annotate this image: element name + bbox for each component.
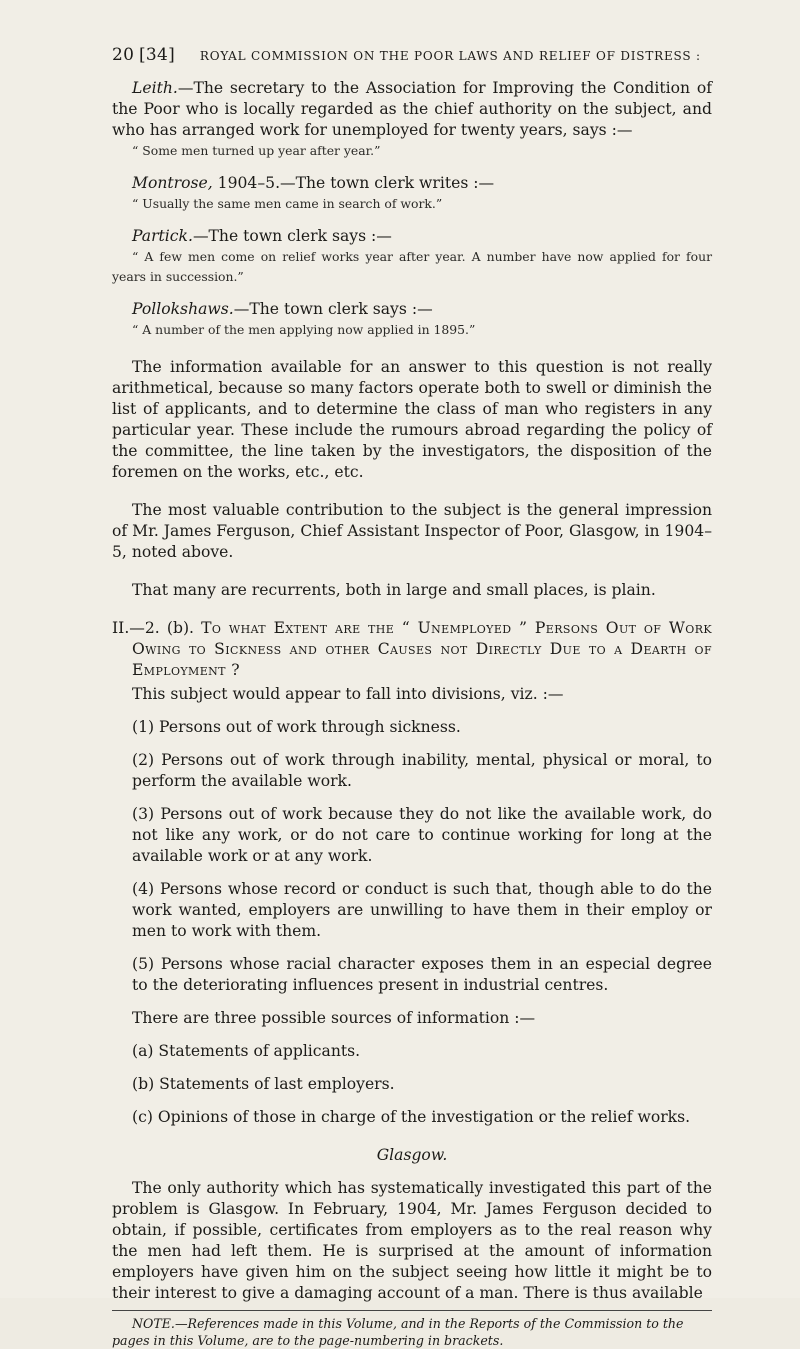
division-item: (1) Persons out of work through sickness. <box>132 718 461 736</box>
entry-text: —The town clerk says :— <box>192 227 392 245</box>
place-name: Pollokshaws. <box>132 300 234 318</box>
entry-montrose <box>112 173 712 194</box>
glasgow-heading: Glasgow. <box>376 1146 448 1164</box>
section-number: II.—2. (b). <box>112 619 194 637</box>
quote-montrose: “ Usually the same men came in search of work.” <box>132 196 443 211</box>
entry-pollokshaws <box>112 299 712 320</box>
section-title: To what Extent are the “ Unemployed ” Persons Out of Work Owing to Sickness and other Causes not Directly Due to a Dearth of Employment ? <box>132 619 713 679</box>
entry-text: —The secretary to the Association for Improving the Condition of the Poor who is locally regarded as the chief authority on the subject, and who has arranged work for unemployed for twenty years, says :— <box>112 79 712 139</box>
footnote <box>112 1315 712 1349</box>
place-name: Leith. <box>132 79 178 97</box>
paragraph-recurrents: That many are recurrents, both in large and small places, is plain. <box>132 581 656 599</box>
entry-partick <box>112 226 712 247</box>
bracket-page-number: [34] <box>139 45 176 65</box>
running-title: ROYAL COMMISSION ON THE POOR LAWS AND RELIEF OF DISTRESS : <box>199 49 701 63</box>
footnote-label: NOTE. <box>132 1316 175 1331</box>
sources-intro: There are three possible sources of information :— <box>132 1009 536 1027</box>
running-header <box>112 45 712 65</box>
section-intro: This subject would appear to fall into divisions, viz. :— <box>132 685 564 703</box>
footnote-text: —References made in this Volume, and in the Reports of the Commission to the pages in this Volume, are to the page-numbering in brackets. <box>112 1316 684 1348</box>
page-body <box>112 78 712 1349</box>
place-name: Montrose, <box>132 174 213 192</box>
section-heading <box>112 618 712 681</box>
quote-leith: “ Some men turned up year after year.” <box>132 143 381 158</box>
source-item: (a) Statements of applicants. <box>132 1042 361 1060</box>
glasgow-paragraph: The only authority which has systematically investigated this part of the problem is Glasgow. In February, 1904, Mr. James Ferguson decided to obtain, if possible, certificates from employers as to the real reason why the men had left them. He is surprised at the amount of information employers have given him on the subject seeing how little it might be to their interest to give a damaging account of a man. There is thus available <box>112 1179 712 1302</box>
place-name: Partick. <box>132 227 193 245</box>
division-item: (5) Persons whose racial character exposes them in an especial degree to the deteriorating influences present in industrial centres. <box>132 955 712 994</box>
source-item: (b) Statements of last employers. <box>132 1075 395 1093</box>
division-item: (2) Persons out of work through inability, mental, physical or moral, to perform the available work. <box>132 751 712 790</box>
source-item: (c) Opinions of those in charge of the investigation or the relief works. <box>132 1108 691 1126</box>
page-number: 20 <box>112 45 135 65</box>
entry-text: 1904–5.—The town clerk writes :— <box>212 174 495 192</box>
paragraph-information: The information available for an answer to this question is not really arithmetical, because so many factors operate both to swell or diminish the list of applicants, and to determine the class of man who registers in any particular year. These include the rumours abroad regarding the policy of the committee, the line taken by the investigators, the disposition of the foremen on the works, etc., etc. <box>112 358 712 481</box>
division-item: (3) Persons out of work because they do not like the available work, do not like any work, or do not care to continue working for long at the available work or at any work. <box>132 805 712 865</box>
paragraph-contribution: The most valuable contribution to the subject is the general impression of Mr. James Ferguson, Chief Assistant Inspector of Poor, Glasgow, in 1904–5, noted above. <box>112 501 712 561</box>
entry-text: —The town clerk says :— <box>233 300 433 318</box>
quote-pollokshaws: “ A number of the men applying now applied in 1895.” <box>132 322 476 337</box>
footnote-divider <box>112 1310 712 1311</box>
division-item: (4) Persons whose record or conduct is such that, though able to do the work wanted, employers are unwilling to have them in their employ or men to work with them. <box>132 880 712 940</box>
entry-leith <box>112 78 712 141</box>
quote-partick: “ A few men come on relief works year after year. A number have now applied for four years in succession.” <box>112 249 712 284</box>
